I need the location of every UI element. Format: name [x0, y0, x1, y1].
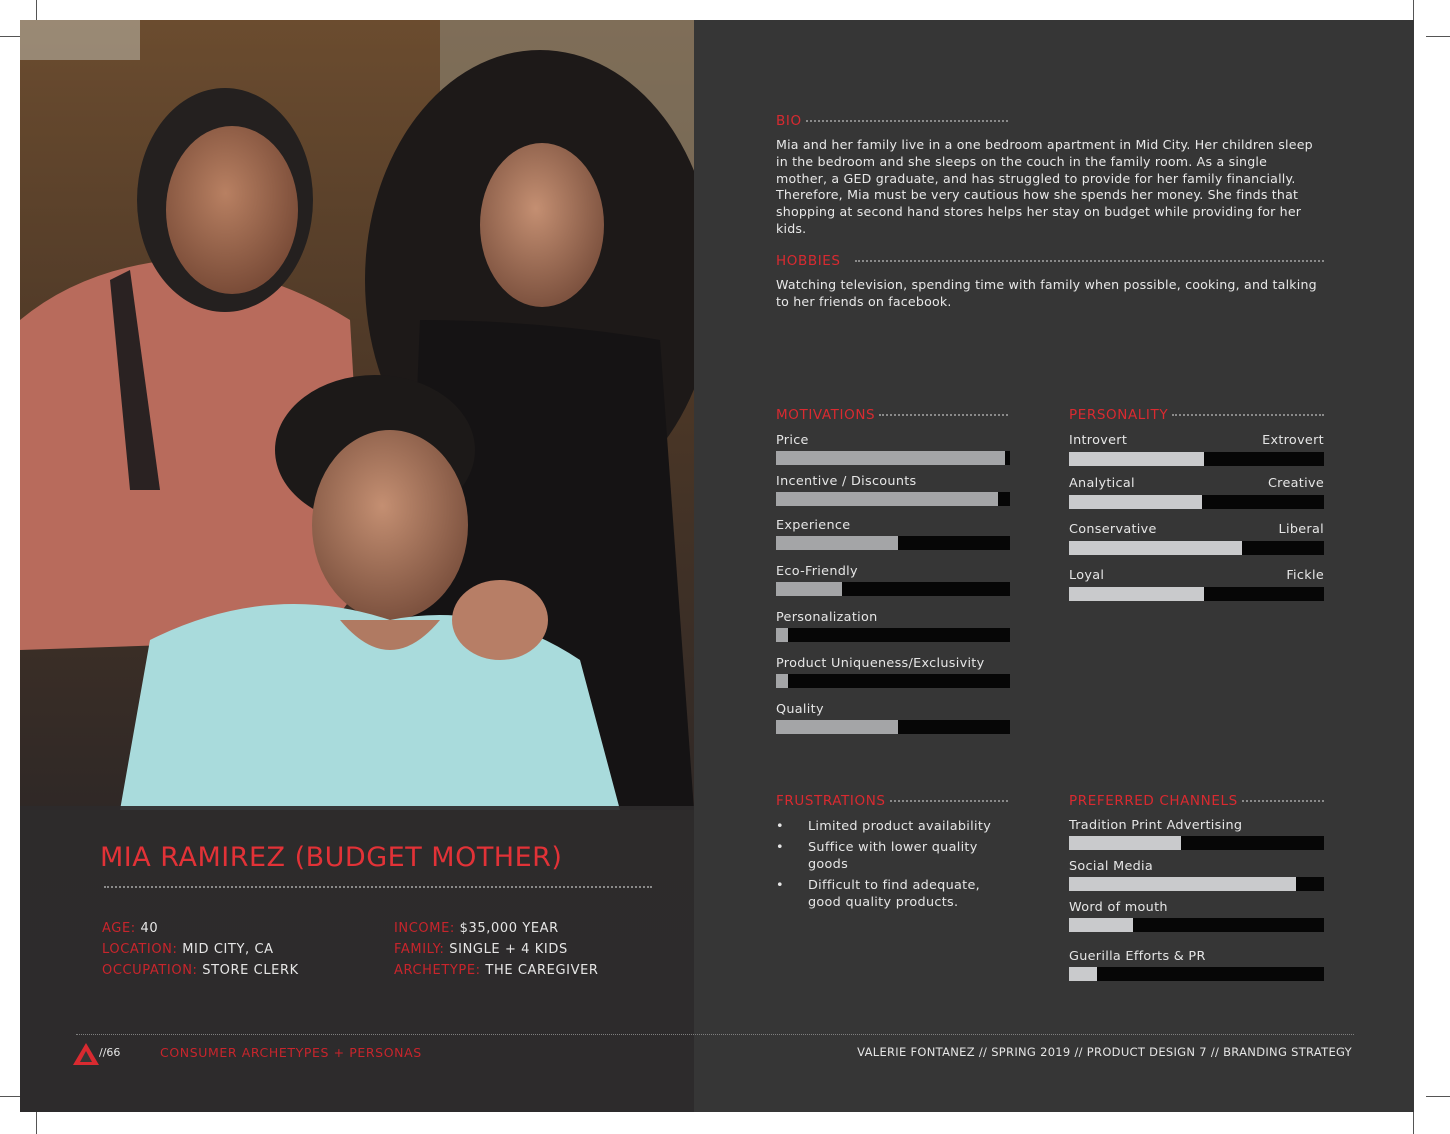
motivation-label: Product Uniqueness/Exclusivity [776, 656, 985, 671]
personality-bar [1069, 541, 1324, 555]
fact-archetype: ARCHETYPE: THE CAREGIVER [394, 963, 599, 978]
personality-bar [1069, 495, 1324, 509]
heading-dots [1172, 414, 1324, 416]
channels-heading: PREFERRED CHANNELS [1069, 793, 1324, 809]
frustration-item: • Limited product availability [776, 818, 1014, 835]
fact-occupation: OCCUPATION: STORE CLERK [102, 963, 299, 978]
channel-bar [1069, 836, 1324, 850]
personality-right-label: Fickle [1286, 568, 1324, 583]
crop-mark [1426, 36, 1450, 37]
channel-bar-fill [1069, 836, 1181, 850]
fact-age: AGE: 40 [102, 921, 159, 936]
frustration-item: • Suffice with lower quality goods [776, 839, 1014, 873]
personality-left-label: Loyal [1069, 568, 1105, 583]
personality-bar-fill [1069, 495, 1202, 509]
motivation-bar-fill [776, 582, 842, 596]
motivation-bar-fill [776, 628, 788, 642]
motivation-bar [776, 492, 1010, 506]
personality-left-label: Analytical [1069, 476, 1135, 491]
frustrations-heading: FRUSTRATIONS [776, 793, 1008, 809]
persona-facts-right [394, 918, 599, 981]
personality-heading: PERSONALITY [1069, 407, 1324, 423]
heading-dots [855, 260, 1324, 262]
bio-text: Mia and her family live in a one bedroom apartment in Mid City. Her children sleep in the bedroom and she sleeps on the couch in the family room. As a single mother, a GED graduate, and has struggled to provide for her family financially. Therefore, Mia must be very cautious how she spends her money. She finds that shopping at second hand stores helps her stay on budget while providing for her kids. [776, 137, 1313, 236]
motivation-bar-fill [776, 720, 898, 734]
motivation-bar [776, 720, 1010, 734]
motivation-bar [776, 536, 1010, 550]
persona-facts-left [102, 918, 299, 981]
motivation-bar [776, 628, 1010, 642]
persona-page [20, 20, 1414, 1112]
name-divider [104, 886, 652, 888]
motivations-heading: MOTIVATIONS [776, 407, 1008, 423]
personality-bar [1069, 587, 1324, 601]
frustration-item: • Difficult to find adequate, good quality products. [776, 877, 1014, 911]
motivation-bar [776, 674, 1010, 688]
heading-dots [1242, 800, 1324, 802]
personality-bar [1069, 452, 1324, 466]
channel-bar [1069, 918, 1324, 932]
motivation-bar [776, 451, 1010, 465]
personality-bar-fill [1069, 587, 1204, 601]
channel-label: Word of mouth [1069, 900, 1168, 915]
motivation-label: Price [776, 433, 809, 448]
footer-divider [76, 1034, 1354, 1035]
fact-location: LOCATION: MID CITY, CA [102, 942, 274, 957]
hobbies-text: Watching television, spending time with family when possible, cooking, and talking to her friends on facebook. [776, 277, 1317, 309]
channel-label: Guerilla Efforts & PR [1069, 949, 1206, 964]
family-photo-illustration [20, 20, 694, 810]
crop-mark [36, 1110, 37, 1134]
heading-dots [890, 800, 1008, 802]
personality-bar-fill [1069, 541, 1242, 555]
motivation-bar-fill [776, 674, 788, 688]
heading-dots [879, 414, 1008, 416]
bio-heading: BIO [776, 113, 1008, 129]
crop-mark [1413, 1110, 1414, 1134]
personality-right-label: Extrovert [1262, 433, 1324, 448]
personality-left-label: Conservative [1069, 522, 1157, 537]
channel-bar-fill [1069, 918, 1133, 932]
channel-bar [1069, 967, 1324, 981]
personality-right-label: Liberal [1278, 522, 1324, 537]
motivation-label: Experience [776, 518, 851, 533]
persona-name: MIA RAMIREZ (BUDGET MOTHER) [100, 842, 563, 873]
fact-income: INCOME: $35,000 YEAR [394, 921, 559, 936]
heading-dots [806, 120, 1008, 122]
motivation-bar-fill [776, 536, 898, 550]
family-photo [20, 20, 694, 1112]
motivation-label: Eco-Friendly [776, 564, 858, 579]
motivation-label: Incentive / Discounts [776, 474, 917, 489]
personality-left-label: Introvert [1069, 433, 1128, 448]
channel-label: Social Media [1069, 859, 1154, 874]
motivation-bar [776, 582, 1010, 596]
footer-credit: VALERIE FONTANEZ // SPRING 2019 // PRODUCT DESIGN 7 // BRANDING STRATEGY [857, 1045, 1352, 1059]
personality-right-label: Creative [1267, 476, 1324, 491]
channel-label: Tradition Print Advertising [1069, 818, 1243, 833]
frustrations-list [776, 818, 1014, 915]
hobbies-heading: HOBBIES [776, 253, 1324, 269]
channel-bar-fill [1069, 877, 1296, 891]
page-number: //66 [99, 1046, 121, 1059]
channel-bar-fill [1069, 967, 1097, 981]
channel-bar [1069, 877, 1324, 891]
fact-family: FAMILY: SINGLE + 4 KIDS [394, 942, 568, 957]
motivation-label: Quality [776, 702, 824, 717]
footer-section-title: CONSUMER ARCHETYPES + PERSONAS [160, 1045, 422, 1060]
motivation-label: Personalization [776, 610, 878, 625]
personality-bar-fill [1069, 452, 1204, 466]
brand-logo-icon [72, 1042, 100, 1066]
motivation-bar-fill [776, 451, 1005, 465]
motivation-bar-fill [776, 492, 998, 506]
crop-mark [1426, 1096, 1450, 1097]
